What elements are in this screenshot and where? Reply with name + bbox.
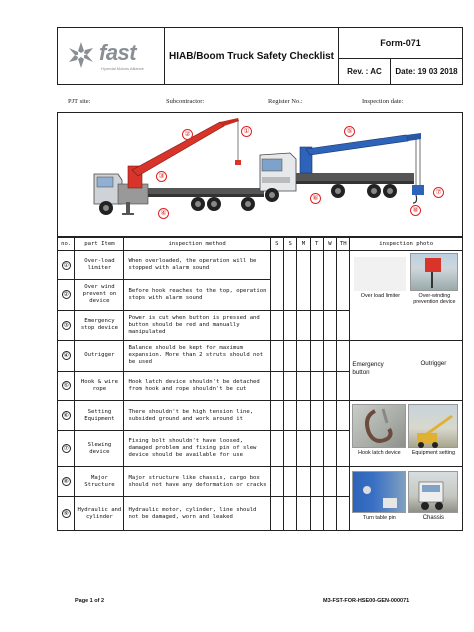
check-cell-t[interactable] bbox=[310, 310, 323, 340]
table-row bbox=[58, 401, 463, 431]
check-cell-w[interactable] bbox=[323, 310, 336, 340]
check-cell-m[interactable] bbox=[297, 371, 310, 401]
col-photo: inspection photo bbox=[350, 238, 463, 251]
col-no: no. bbox=[58, 238, 75, 251]
check-cell-s1[interactable] bbox=[270, 431, 283, 467]
logo-mark-icon bbox=[66, 41, 96, 69]
pjt-site-label: PJT site: bbox=[68, 98, 91, 105]
check-cell-t[interactable] bbox=[310, 431, 323, 467]
part-item: Major Structure bbox=[75, 467, 124, 497]
photo-cell bbox=[350, 341, 463, 401]
check-cell-m[interactable] bbox=[297, 431, 310, 467]
col-part: part Item bbox=[75, 238, 124, 251]
photo-cell bbox=[350, 401, 463, 467]
check-cell-t[interactable] bbox=[310, 401, 323, 431]
row-number bbox=[58, 310, 75, 340]
part-item: Hydraulic and cylinder bbox=[75, 497, 124, 531]
check-cell-m[interactable] bbox=[297, 401, 310, 431]
check-cell-s2[interactable] bbox=[283, 251, 296, 311]
check-cell-s2[interactable] bbox=[283, 401, 296, 431]
check-cell-t[interactable] bbox=[310, 371, 323, 401]
row-number bbox=[58, 280, 75, 310]
inspection-method: Major structure like chassis, cargo box should not have any deformation or cracks bbox=[124, 467, 270, 497]
callout-2: ② bbox=[182, 129, 193, 140]
overwinding-device-photo bbox=[410, 253, 458, 291]
table-row bbox=[58, 341, 463, 372]
check-cell-th[interactable] bbox=[337, 251, 350, 311]
inspection-method: Balance should be kept for maximum expansion. More than 2 struts should not be used bbox=[124, 341, 270, 372]
row-number bbox=[58, 401, 75, 431]
part-item: Outrigger bbox=[75, 341, 124, 372]
check-cell-s1[interactable] bbox=[270, 310, 283, 340]
callout-6: ⑥ bbox=[310, 193, 321, 204]
check-cell-s2[interactable] bbox=[283, 371, 296, 401]
check-cell-t[interactable] bbox=[310, 251, 323, 311]
row-number-badge: ⑦ bbox=[63, 446, 69, 453]
inspection-method: When overloaded, the operation will be stopped with alarm sound bbox=[124, 251, 270, 280]
table-row bbox=[58, 467, 463, 497]
row-number bbox=[58, 431, 75, 467]
check-cell-th[interactable] bbox=[337, 497, 350, 531]
callout-1: ① bbox=[241, 126, 252, 137]
part-item: Hook & wire rope bbox=[75, 371, 124, 401]
row-number bbox=[58, 251, 75, 280]
check-cell-th[interactable] bbox=[337, 401, 350, 431]
col-day-s1: S bbox=[270, 238, 283, 251]
check-cell-w[interactable] bbox=[323, 401, 336, 431]
form-number: Form-071 bbox=[339, 28, 462, 59]
part-item: Emergency stop device bbox=[75, 310, 124, 340]
page-number: Page 1 of 2 bbox=[75, 598, 105, 604]
row-number bbox=[58, 467, 75, 497]
document-code: M3-FST-FOR-HSE00-GEN-000071 bbox=[323, 598, 410, 604]
callout-5: ⑤ bbox=[344, 126, 355, 137]
row-number bbox=[58, 341, 75, 372]
photo-caption-overwinding: Over-winding prevention device bbox=[413, 293, 456, 305]
checklist-table bbox=[57, 237, 463, 531]
check-cell-s2[interactable] bbox=[283, 310, 296, 340]
photo-cell bbox=[350, 251, 463, 341]
blue-boom-truck-image bbox=[256, 125, 456, 225]
check-cell-m[interactable] bbox=[297, 310, 310, 340]
register-no-label: Register No.: bbox=[268, 98, 303, 105]
row-number-badge: ⑥ bbox=[63, 413, 69, 420]
part-item: Setting Equipment bbox=[75, 401, 124, 431]
col-day-m: M bbox=[297, 238, 310, 251]
callout-4: ④ bbox=[158, 208, 169, 219]
col-day-t: T bbox=[310, 238, 323, 251]
check-cell-t[interactable] bbox=[310, 497, 323, 531]
logo-cell bbox=[58, 28, 165, 84]
col-day-th: TH bbox=[337, 238, 350, 251]
inspection-method: Hook latch device shouldn't be detached from hook and rope shouldn't be cut bbox=[124, 371, 270, 401]
row-number bbox=[58, 371, 75, 401]
logo-wordmark: fast bbox=[99, 40, 137, 65]
row-number-badge: ③ bbox=[63, 322, 69, 329]
turntable-pin-photo bbox=[352, 471, 406, 513]
callout-7: ⑦ bbox=[433, 187, 444, 198]
inspection-method: Fixing bolt shouldn't have loosed, damaged problem and fixing pin of slew device should be available for use bbox=[124, 431, 270, 467]
logo-subtitle: Hyundai Motors Alliance bbox=[101, 66, 144, 71]
row-number-badge: ④ bbox=[63, 353, 69, 360]
check-cell-w[interactable] bbox=[323, 341, 336, 372]
row-number-badge: ⑨ bbox=[63, 511, 69, 518]
row-number-badge: ① bbox=[63, 262, 69, 269]
check-cell-th[interactable] bbox=[337, 341, 350, 372]
check-cell-m[interactable] bbox=[297, 467, 310, 497]
hook-latch-photo bbox=[352, 404, 406, 448]
row-number-badge: ⑤ bbox=[63, 383, 69, 390]
photo-caption-turntable: Turn table pin bbox=[363, 515, 396, 521]
check-cell-s1[interactable] bbox=[270, 371, 283, 401]
part-item: Over wind prevent on device bbox=[75, 280, 124, 310]
col-day-s2: S bbox=[283, 238, 296, 251]
check-cell-s1[interactable] bbox=[270, 467, 283, 497]
check-cell-m[interactable] bbox=[297, 497, 310, 531]
photo-cell bbox=[350, 467, 463, 531]
revision: Rev. : AC bbox=[339, 59, 391, 84]
check-cell-t[interactable] bbox=[310, 467, 323, 497]
callout-8: ⑧ bbox=[410, 205, 421, 216]
company-logo bbox=[63, 36, 159, 76]
document-date: Date: 19 03 2018 bbox=[395, 67, 458, 76]
truck-diagram bbox=[57, 112, 463, 237]
overload-limiter-photo bbox=[354, 257, 406, 291]
check-cell-w[interactable] bbox=[323, 371, 336, 401]
callout-3: ③ bbox=[156, 171, 167, 182]
check-cell-th[interactable] bbox=[337, 371, 350, 401]
row-number-badge: ⑧ bbox=[63, 479, 69, 486]
check-cell-s2[interactable] bbox=[283, 467, 296, 497]
check-cell-s2[interactable] bbox=[283, 341, 296, 372]
equipment-setting-photo bbox=[408, 404, 458, 448]
row-number bbox=[58, 497, 75, 531]
col-day-w: W bbox=[323, 238, 336, 251]
check-cell-w[interactable] bbox=[323, 251, 336, 311]
row-number-badge: ② bbox=[63, 292, 69, 299]
check-cell-s1[interactable] bbox=[270, 497, 283, 531]
check-cell-th[interactable] bbox=[337, 310, 350, 340]
check-cell-th[interactable] bbox=[337, 467, 350, 497]
photo-caption-chassis: Chassis bbox=[422, 515, 445, 521]
photo-caption-emergency: Emergency button bbox=[352, 361, 384, 376]
check-cell-t[interactable] bbox=[310, 341, 323, 372]
header-table bbox=[57, 27, 463, 85]
chassis-photo bbox=[408, 471, 458, 513]
check-cell-w[interactable] bbox=[323, 467, 336, 497]
check-cell-s1[interactable] bbox=[270, 341, 283, 372]
photo-caption-equipment: Equipment setting bbox=[411, 450, 455, 456]
subcontractor-label: Subcontractor: bbox=[166, 98, 205, 105]
check-cell-s1[interactable] bbox=[270, 401, 283, 431]
photo-caption-outrigger: Outrigger bbox=[420, 360, 447, 367]
col-method: inspection method bbox=[124, 238, 270, 251]
inspection-method: Hydraulic motor, cylinder, line should not be damaged, worn and leaked bbox=[124, 497, 270, 531]
photo-caption-overload: Over load limiter bbox=[360, 293, 401, 299]
check-cell-m[interactable] bbox=[297, 341, 310, 372]
part-item: Over-load limiter bbox=[75, 251, 124, 280]
check-cell-m[interactable] bbox=[297, 251, 310, 311]
check-cell-s1[interactable] bbox=[270, 251, 283, 311]
photo-caption-hook: Hook latch device bbox=[358, 450, 401, 456]
part-item: Slewing device bbox=[75, 431, 124, 467]
document-title: HIAB/Boom Truck Safety Checklist bbox=[165, 28, 339, 84]
inspection-date-label: Inspection date: bbox=[362, 98, 404, 105]
check-cell-w[interactable] bbox=[323, 497, 336, 531]
check-cell-w[interactable] bbox=[323, 431, 336, 467]
table-row bbox=[58, 251, 463, 280]
check-cell-th[interactable] bbox=[337, 431, 350, 467]
check-cell-s2[interactable] bbox=[283, 431, 296, 467]
check-cell-s2[interactable] bbox=[283, 497, 296, 531]
inspection-method: There shouldn't be high tension line, subsided ground and work around it bbox=[124, 401, 270, 431]
inspection-method: Power is cut when button is pressed and button should be red and manually manipulated bbox=[124, 310, 270, 340]
inspection-method: Before hook reaches to the top, operation stops with alarm sound bbox=[124, 280, 270, 310]
